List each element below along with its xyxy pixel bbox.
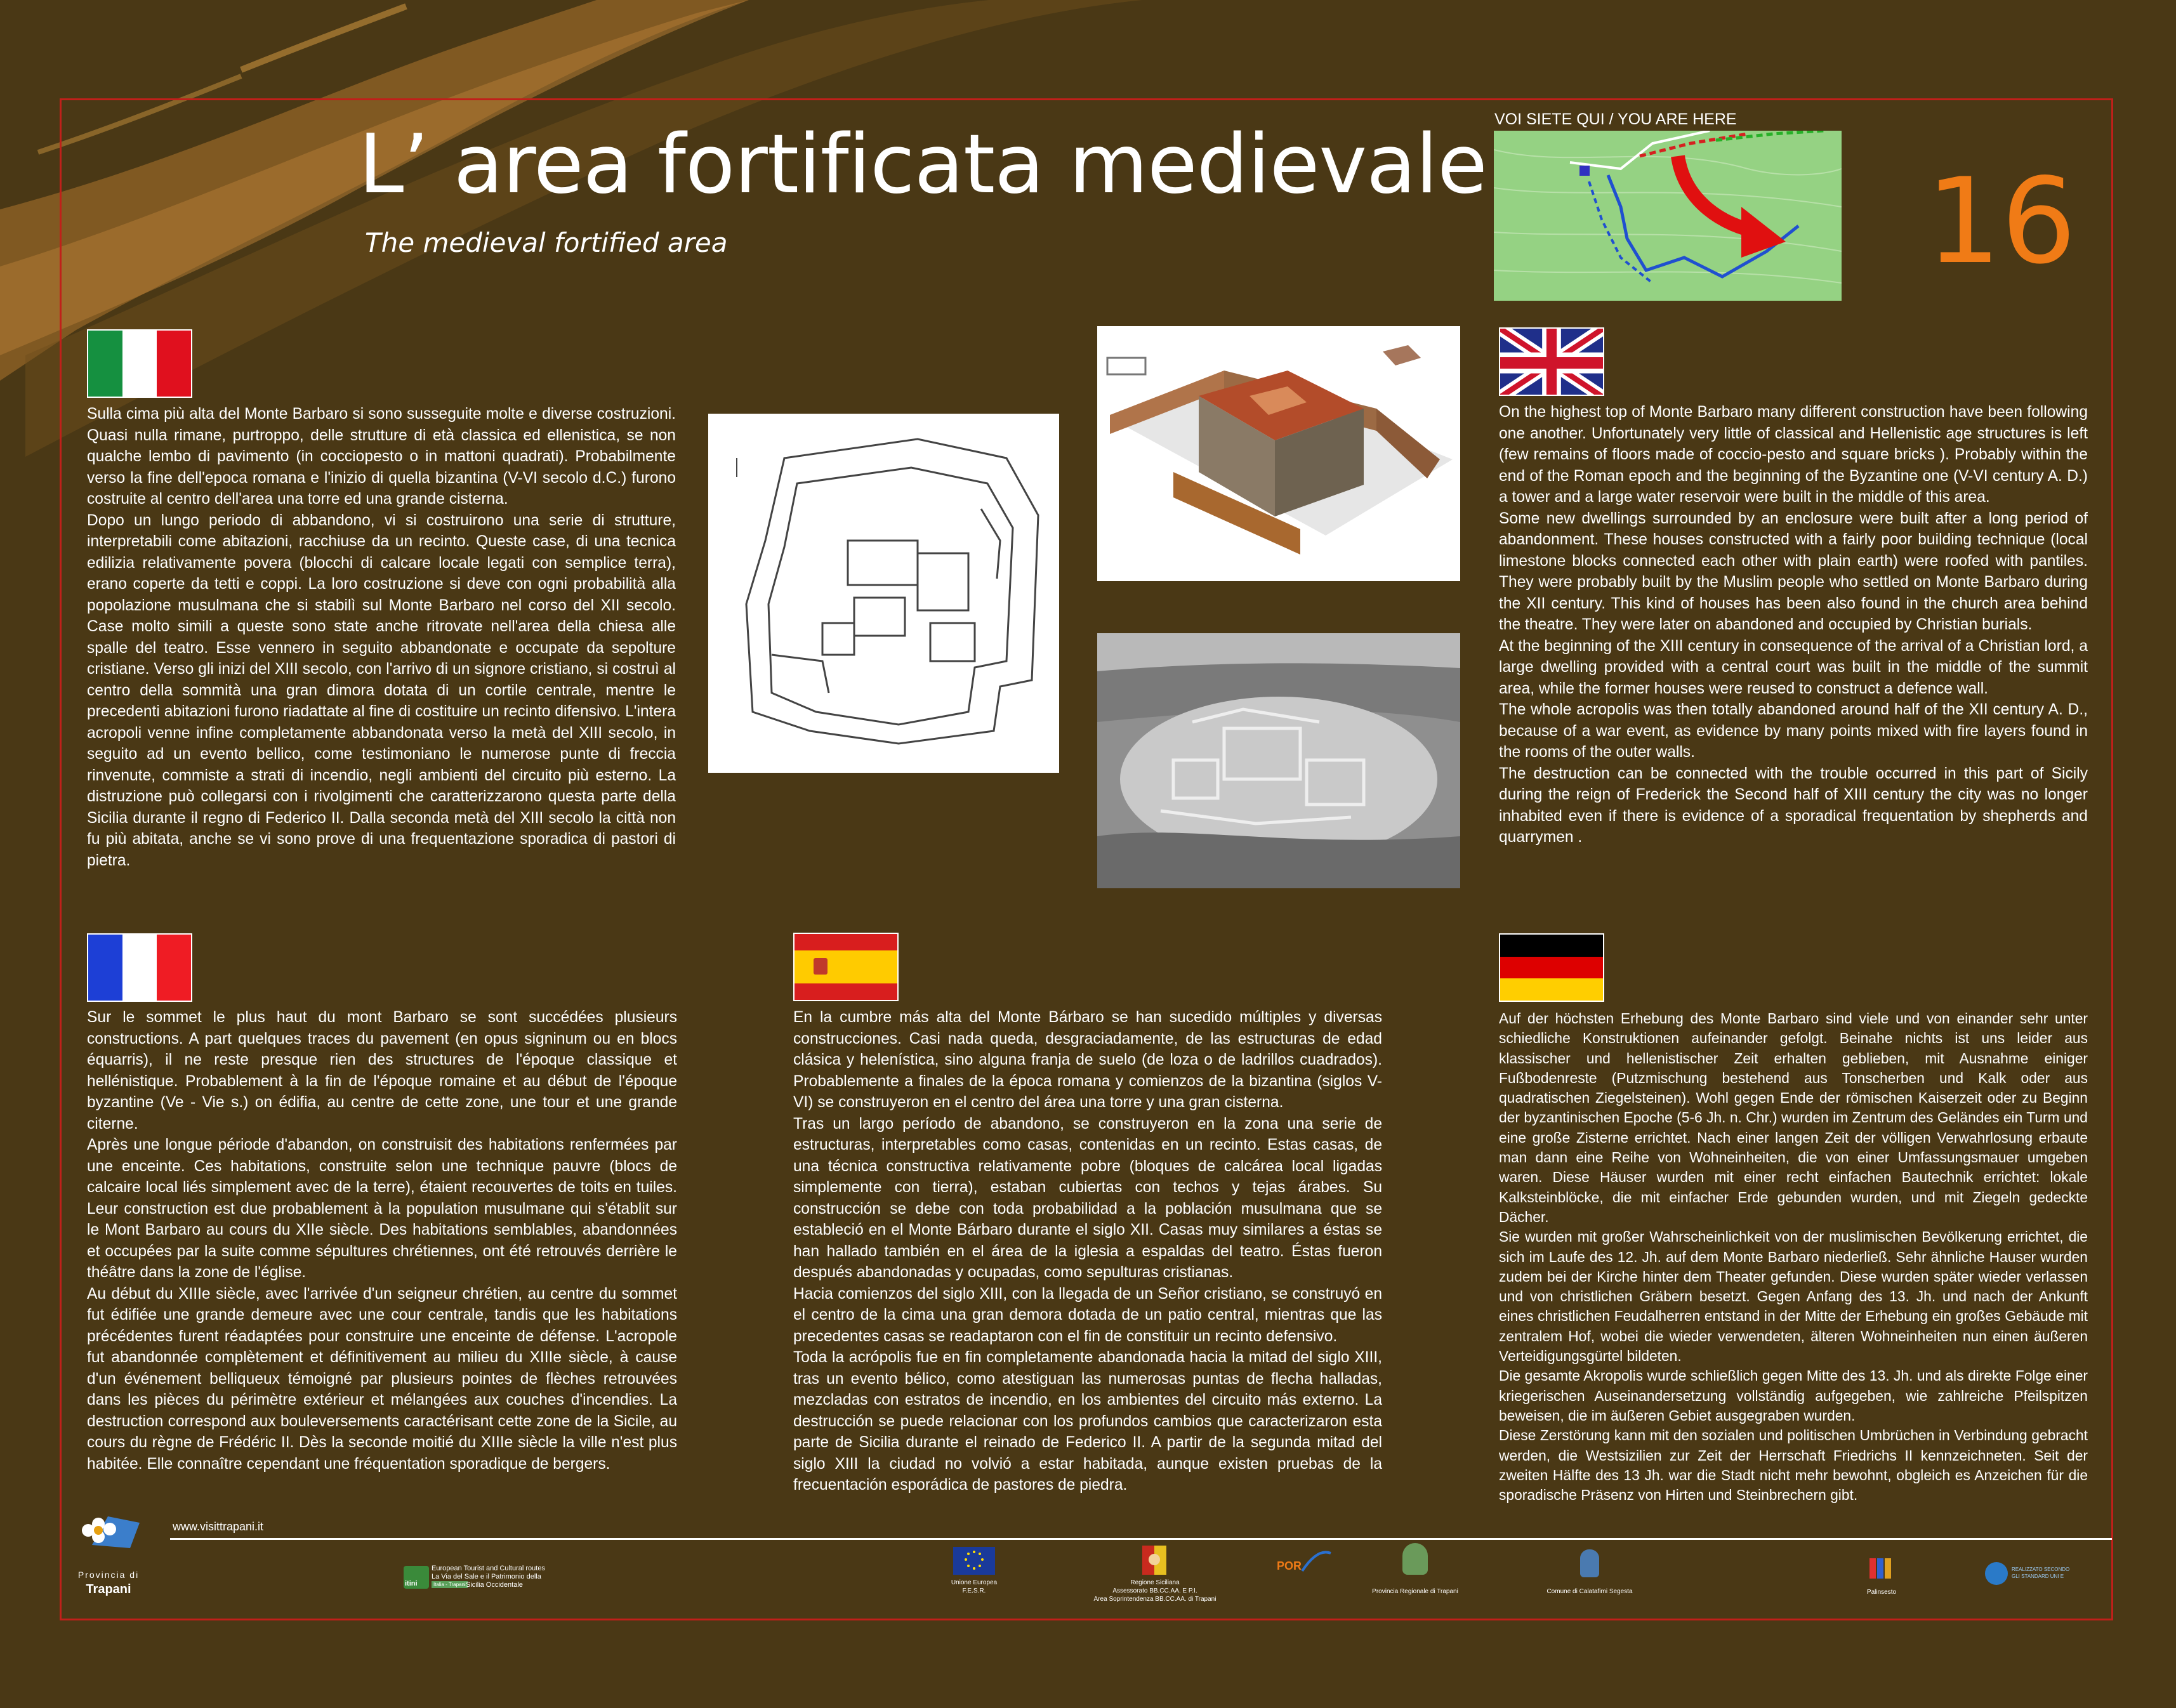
french-paragraph: Après une longue période d'abandon, on construisit des habitations renfermées par une enceinte. Ces habitations, construite selon une technique pauvre (blocs de calcaire local liés simplement avec de la terre), étaient recouvertes de toits en tuiles. Leur construction est due probablement à la population musulmane qui s'établit sur le Mont Barbaro au cours du XIIe siècle. Des habitations semblables, abandonnées et occupées par la suite comme sépultures chrétiennes, ont été retrouvés derrière le théâtre dans la zone de l'église. (87, 1136, 677, 1281)
italy-flag-icon (87, 329, 192, 398)
provincia-name: Trapani (86, 1582, 131, 1596)
uk-flag-graphic (1500, 329, 1603, 396)
website-link[interactable]: www.visittrapani.it (173, 1520, 264, 1533)
spanish-paragraph: En la cumbre más alta del Monte Bárbaro se han sucedido múltiples y diversas construcciones. Casi nada queda, desgraciadamente, de las estructuras de edad clásica y helenística, sino alguna franja de suelo (de loza o de ladrillos cuadrados). Probablemente a finales de la época romana y comienzos de la bizantina (siglos V-VI) se construyeron en el centro del área una torre y una gran cisterna. (793, 1009, 1382, 1111)
eu-label (933, 1579, 1015, 1595)
aerial-graphic (1097, 633, 1460, 888)
italian-paragraph: Dopo un lungo periodo di abbandono, vi si costruirono una serie di strutture, interpretabili come abitazioni, racchiuse da un recinto. Queste case, di una tecnica edilizia relativamente povera (blocchi di calcare locale legati con semplice terra), erano coperte da tetti e coppi. La loro costruzione si deve con ogni probabilità alla popolazione musulmana che si stabilì sul Monte Barbaro nel corso del XII secolo. Case molto simili a queste sono state anche ritrovate nell'area della chiesa alle spalle del teatro. Esse vennero in seguito abbandonate e occupate da sepolture cristiane. Verso gli inizi del XIII secolo, con l'arrivo di un signore cristiano, si costruì al centro della sommità una gran dimora dotata di un cortile centrale, mentre le precedenti abitazioni furono riadattate al fine di costituire un recinto difensivo. L'intera acropoli venne infine completamente abbandonata verso la metà del XIII secolo, in seguito ad un evento bellico, come testimoniano le numerose punte di freccia rinvenute, commiste a strati di incendio, negli ambienti del circuito più esterno. La distruzione può collegarsi con i rivolgimenti che caratterizzarono questa parte della Sicilia durante il regno di Federico II. Dalla seconda metà del XIII secolo la città non fu più abitata, anche se vi sono prove di una frequentazione sporadica di pastori di pietra. (87, 511, 676, 869)
english-paragraph: The destruction can be connected with the trouble occurred in this part of Sicily during the reign of Frederick the Second half of XIII century the city was no longer inhabited even if there is evidence of a sporadical frequentation by shepherds and quarrymen . (1499, 765, 2088, 846)
trinacria-icon (1142, 1546, 1166, 1575)
palinsesto-label: Palinsesto (1866, 1589, 1897, 1596)
english-paragraph: The whole acropolis was then totally abandoned around half of the XII century A. D., because of a war event, as evidence by many points mixed with fire layers found in the rooms of the outer walls. (1499, 701, 2088, 761)
itini-label-line: La Via del Sale e il Patrimonio della (432, 1573, 541, 1580)
regione-label-line: Assessorato BB.CC.AA. E P.I. (1112, 1587, 1197, 1594)
german-paragraph: Sie wurden mit großer Wahrscheinlichkeit von der muslimischen Bevölkerung errichtet, die sich im Laufe des 12. Jh. auf dem Monte Barbaro niederließ. Sehr ähnliche Hauser wurden zudem bei der Kirche hinter dem Theater gefunden. Diese wurden später wieder verlassen und von christlichen Gräbern besetzt. Gegen Anfang des 13. Jh. und nach der Ankunft eines christlichen Feudalherren entstand in der Mitte der Erhebung ein großes Gebäude mit zentralem Hof, wobei die wieder verwendeten, älteren Wohneinheiten nun einen äußeren Verteidigungsgürtel bildeten. (1499, 1228, 2088, 1365)
aerial-photo (1097, 633, 1460, 888)
eu-label-line: Unione Europea (951, 1579, 998, 1586)
spain-coat-of-arms-icon (814, 958, 828, 975)
regione-label-line: Regione Siciliana (1130, 1579, 1180, 1586)
station-number: 16 (1926, 152, 2076, 290)
french-paragraph: Au début du XIIIe siècle, avec l'arrivée d'un seigneur chrétien, au centre du sommet fut édifiée une grande demeure avec une cour centrale, tandis que les habitations précédentes furent réadaptées pour construire une enceinte de défense. L'acropole fut abandonnée complètement et définitivement au milieu du XIIIe siècle, à cause d'un événement belliqueux témoigné par plusieurs pointes de flèches retrouvées dans les pièces du périmètre extérieur et mélangées aux couches d'incendies. La destruction correspond aux bouleversements caractérisant cette zone de la Sicile, au cours du règne de Frédéric II. Dès la seconde moitié du XIIIe siècle la ville n'est plus habitée. Elle connaître cependant une fréquentation sporadique de bergers. (87, 1285, 677, 1473)
iso-label-line: GLI STANDARD UNI E (2012, 1573, 2064, 1579)
provincia-flower-icon (73, 1510, 143, 1554)
eu-label-line: F.E.S.R. (962, 1587, 986, 1594)
spain-flag-icon (793, 933, 899, 1001)
spanish-paragraph: Tras un largo período de abandono, se construyeron en la zona una serie de estructuras, interpretables como casas, contenidas en un recinto. Estas casas, de una técnica constructiva relativamente pobre (bloques de calcárea local ligadas simplemente con tierra), estaban cubiertas con techos y tejas árabes. Su construcción se debe con toda probabilidad a la población musulmana que se estableció en el Monte Bárbaro durante el siglo XII. Casas muy similares a éstas se han hallado también en el área de la iglesia a espaldas del teatro. Éstas fueron después abandonadas y ocupadas, como sepulturas cristianas. (793, 1115, 1382, 1281)
italian-paragraph: Sulla cima più alta del Monte Barbaro si sono susseguite molte e diverse costruzioni. Quasi nulla rimane, purtroppo, delle strutture di età classica ed ellenistica, se non qualche lembo di pavimento (in cocciopesto o in mattoni quadrati). Probabilmente verso la fine dell'epoca romana e l'inizio di quella bizantina (V-VI secolo d.C.) furono costruite al centro dell'area una torre ed una grande cisterna. (87, 405, 676, 508)
comune-crest (1580, 1549, 1599, 1577)
spanish-paragraph: Toda la acrópolis fue en fin completamente abandonada hacia la mitad del siglo XIII, tras un evento bélico, como atestiguan las numerosas puntas de flecha halladas, mezcladas con estratos de incendio, en los ambientes del circuito más externo. La destrucción se puede relacionar con los profundos cambios que caracterizaron esta parte de Sicilia durante el reinado de Federico II. A partir de la segunda mitad del siglo XIII la ciudad no volvió a estar habitada, aunque existen pruebas de la frecuentación esporádica de pastores de piedra. (793, 1349, 1382, 1494)
german-paragraph: Die gesamte Akropolis wurde schließlich gegen Mitte des 13. Jh. und als direkte Folge einer kriegerischen Auseinandersetzung vollständig aufgegeben, wie zahlreiche Pfeilspitzen beweisen, die im äußeren Gebiet ausgegraben wurden. (1499, 1367, 2088, 1424)
site-plan-drawing (708, 414, 1059, 773)
location-map (1494, 131, 1842, 301)
itini-label (432, 1565, 545, 1589)
provincia-logo (73, 1510, 143, 1554)
comune-label: Comune di Calatafimi Segesta (1546, 1588, 1633, 1595)
french-paragraph: Sur le sommet le plus haut du mont Barbaro se sont succédées plusieurs constructions. A part quelques traces du pavement (en opus signinum ou en blocs équarris), il ne reste presque rien des structures de l'époque classique et hellénistique. Probablement à la fin de l'époque romaine et au début de l'époque byzantine (Ve - Vie s.) on édifia, au centre de cette zone, une tour et une grande citerne. (87, 1009, 677, 1133)
por-logo (1277, 1546, 1334, 1577)
german-paragraph: Diese Zerstörung kann mit den sozialen und politischen Umbrüchen in Verbindung gebracht werden, die Westsizilien zur Zeit der Herrschaft Friedrichs II kennzeichneten. Seit der zweiten Hälfte des 13 Jh. war die Stadt nicht mehr bewohnt, obgleich es Anzeichen für die sporadische Präsenz von Hirten und Steinbrechern gibt. (1499, 1427, 2088, 1504)
itini-logo-text: itini (405, 1580, 418, 1587)
regione-siciliana-logo (1142, 1546, 1166, 1575)
footer-divider (170, 1538, 2112, 1540)
provincia-regionale-label: Provincia Regionale di Trapani (1372, 1588, 1458, 1595)
page-subtitle: The medieval fortified area (365, 227, 728, 258)
provincia-label: Provincia di (77, 1570, 140, 1580)
french-text (87, 1007, 677, 1475)
provincia-regionale-crest (1402, 1543, 1428, 1575)
eu-stars-icon (953, 1547, 995, 1575)
france-flag-icon (87, 933, 192, 1002)
itini-label-line: Sicilia Occidentale (466, 1581, 523, 1589)
germany-flag-icon (1499, 933, 1604, 1002)
rendering-graphic (1097, 326, 1460, 581)
map-label: VOI SIETE QUI / YOU ARE HERE (1494, 110, 1737, 128)
palinsesto-logo (1868, 1556, 1894, 1581)
iso-label (2012, 1566, 2069, 1580)
regione-label (1072, 1579, 1237, 1603)
iso-label-line: REALIZZATO SECONDO (2012, 1567, 2070, 1572)
itini-logo (404, 1566, 429, 1589)
uk-flag-icon (1499, 327, 1604, 396)
iso-certification-icon (1985, 1562, 2008, 1585)
spanish-paragraph: Hacia comienzos del siglo XIII, con la llegada de un Señor cristiano, se construyó en el centro de la cima una gran demora dotada de un patio central, mientras que las precedentes casas se readaptaron con el fin de constituir un recinto defensivo. (793, 1285, 1382, 1345)
english-text (1499, 402, 2088, 848)
itini-sub-label: Italia - Trapani (432, 1581, 468, 1588)
german-paragraph: Auf der höchsten Erhebung des Monte Barbaro sind viele und von einander sehr unter schiedliche Konstruktionen aufeinander gefolgt. Beinahe nichts ist uns leider aus klassischer und hellenistischer Zeit erhalten geblieben, mit Ausnahme einiger Fußbodenreste (Putzmischung bestehend aus Tonscherben und Kalk oder aus quadratischen Ziegelsteinen). Wohl gegen Ende der römischen Kaiserzeit oder zu Beginn der byzantinischen Epoche (5-6 Jh. n. Chr.) wurden im Zentrum des Geländes ein Turm und eine große Zisterne errichtet. Nach einer langen Zeit der völligen Verwahrlosung erbaute man dann eine Reihe von Wohneinheiten, die von einer Umfassungsmauer umgeben waren. Diese Häuser wurden mit einer recht einfachen Bautechnik errichtet: lokale Kalksteinblöcke, die mit einfacher Erde gebunden wurden, und mit Ziegeln gedeckte Dächer. (1499, 1010, 2088, 1225)
english-paragraph: Some new dwellings surrounded by an enclosure were built after a long period of abandonment. These houses constructed with a fairly poor building technique (local limestone blocks connected each other with plain earth) were roofed with pantiles. They were probably built by the Muslim people who settled on Monte Barbaro during the XII century. This kind of houses has been also found in the church area behind the theatre. They were later on abandoned and occupied by Christian burials. (1499, 509, 2088, 633)
map-graphic (1494, 131, 1842, 301)
plan-graphic (708, 414, 1059, 773)
spanish-text (793, 1007, 1382, 1496)
regione-label-line: Area Soprintendenza BB.CC.AA. di Trapani (1093, 1596, 1217, 1603)
por-swirl-icon (1277, 1546, 1334, 1577)
reconstruction-rendering (1097, 326, 1460, 581)
english-paragraph: At the beginning of the XIII century in consequence of the arrival of a Christian lord, a large dwelling provided with a central court was built in the middle of the summit area, while the former houses were reused to construct a defence wall. (1499, 637, 2088, 697)
english-paragraph: On the highest top of Monte Barbaro many different construction have been following one another. Unfortunately very little of classical and Hellenistic age structures is left (few remains of floors made of coccio-pesto and square bricks ). Probably within the end of the Roman epoch and the beginning of the Byzantine one (V-VI century A. D.) a tower and a large water reservoir were built in the middle of this area. (1499, 404, 2088, 506)
itini-label-line: European Tourist and Cultural routes (432, 1565, 545, 1572)
german-text (1499, 1009, 2088, 1505)
eu-flag-icon (953, 1547, 995, 1575)
italian-text (87, 404, 676, 871)
por-text: POR (1277, 1560, 1302, 1572)
page-title: L’ area fortificata medievale (359, 117, 1487, 212)
palinsesto-icon (1868, 1556, 1894, 1581)
